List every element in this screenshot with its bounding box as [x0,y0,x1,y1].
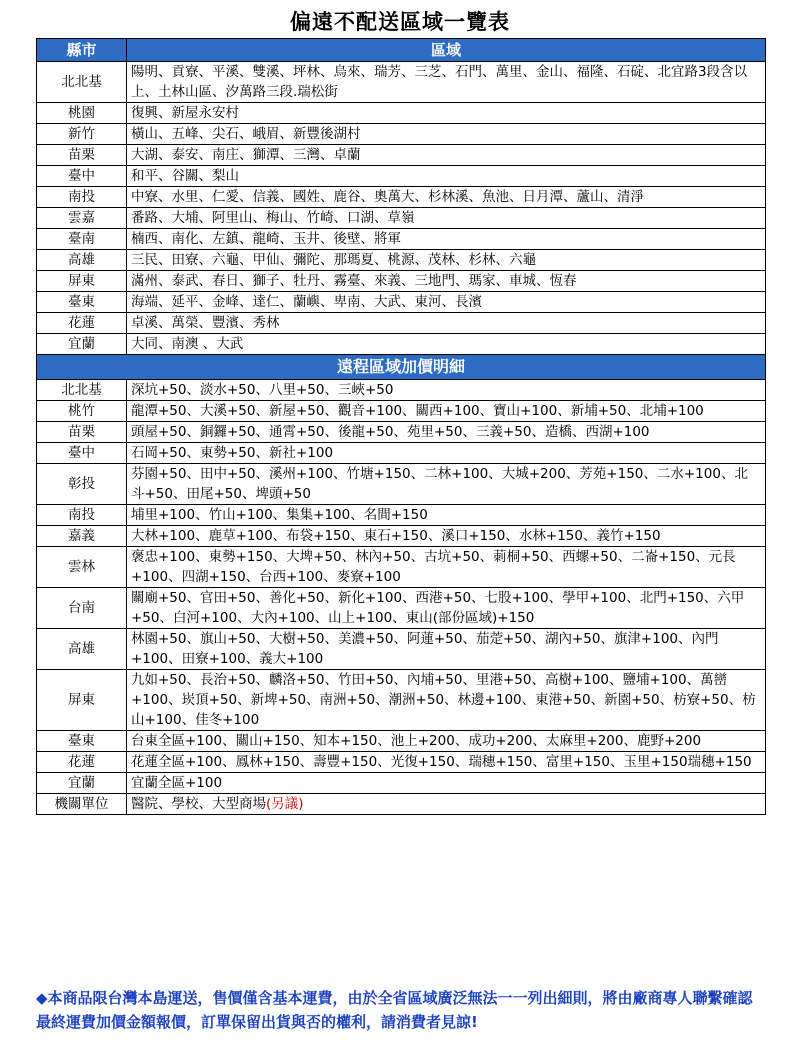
area-cell: 宜蘭全區+100 [127,773,766,794]
page-title: 偏遠不配送區域一覽表 [290,10,510,34]
institution-areas: 醫院、學校、大型商場 [131,796,266,812]
county-cell: 苗栗 [37,422,127,443]
county-cell: 機關單位 [37,794,127,815]
table-row [37,380,766,401]
table-row [37,124,766,145]
area-cell: 花蓮全區+100、鳳林+150、壽豐+150、光復+150、瑞穗+150、富里+150、玉里+150瑞穗+150 [127,752,766,773]
surcharge-body [37,380,766,794]
delivery-table [36,38,766,815]
surcharge-section-title: 遠程區域加價明細 [37,355,766,380]
table-row [37,229,766,250]
table-row [37,271,766,292]
county-cell: 桃竹 [37,401,127,422]
county-cell: 臺東 [37,731,127,752]
table-row [37,292,766,313]
table-row [37,752,766,773]
county-cell: 雲林 [37,547,127,588]
county-cell: 臺東 [37,292,127,313]
county-cell: 台南 [37,588,127,629]
table-row [37,166,766,187]
area-cell: 復興、新屋永安村 [127,103,766,124]
table-row [37,62,766,103]
county-cell: 北北基 [37,62,127,103]
table-row [37,731,766,752]
table-header-row [37,39,766,62]
area-cell: 大湖、泰安、南庄、獅潭、三灣、卓蘭 [127,145,766,166]
county-cell: 嘉義 [37,526,127,547]
table-row [37,401,766,422]
county-cell: 南投 [37,505,127,526]
table-row [37,187,766,208]
county-cell: 彰投 [37,464,127,505]
area-cell: 埔里+100、竹山+100、集集+100、名間+150 [127,505,766,526]
area-cell: 橫山、五峰、尖石、峨眉、新豐後湖村 [127,124,766,145]
area-cell: 台東全區+100、關山+150、知本+150、池上+200、成功+200、太麻里+200、鹿野+200 [127,731,766,752]
county-cell: 高雄 [37,629,127,670]
county-cell: 宜蘭 [37,773,127,794]
table-row [37,464,766,505]
county-cell: 南投 [37,187,127,208]
table-row [37,250,766,271]
table-row [37,103,766,124]
area-cell: 和平、谷關、梨山 [127,166,766,187]
area-header: 區域 [127,39,766,62]
area-cell: 三民、田寮、六龜、甲仙、彌陀、那瑪夏、桃源、茂林、杉林、六龜 [127,250,766,271]
area-cell: 關廟+50、官田+50、善化+50、新化+100、西港+50、七股+100、學甲+100、北門+150、六甲+50、白河+100、大內+100、山上+100、東山(部份區域)+150 [127,588,766,629]
county-cell: 臺中 [37,443,127,464]
table-row [37,208,766,229]
table-row [37,145,766,166]
table-row [37,547,766,588]
area-cell: 龍潭+50、大溪+50、新屋+50、觀音+100、關西+100、寶山+100、新埔+50、北埔+100 [127,401,766,422]
area-cell: 卓溪、萬榮、豐濱、秀林 [127,313,766,334]
negotiable-note: (另議) [266,796,304,812]
county-cell: 臺南 [37,229,127,250]
area-cell: 大林+100、鹿草+100、布袋+150、東石+150、溪口+150、水林+150、義竹+150 [127,526,766,547]
area-cell: 楠西、南化、左鎮、龍崎、玉井、後壁、將軍 [127,229,766,250]
table-row [37,670,766,731]
county-cell: 新竹 [37,124,127,145]
no-delivery-body [37,62,766,355]
county-cell: 宜蘭 [37,334,127,355]
area-cell: 褒忠+100、東勢+150、大埤+50、林內+50、古坑+50、莿桐+50、西螺+50、二崙+150、元長+100、四湖+150、台西+100、麥寮+100 [127,547,766,588]
area-cell: 石岡+50、東勢+50、新社+100 [127,443,766,464]
table-row [37,588,766,629]
area-cell: 大同、南澳 、大武 [127,334,766,355]
county-cell: 北北基 [37,380,127,401]
county-cell: 雲嘉 [37,208,127,229]
county-cell: 桃園 [37,103,127,124]
county-cell: 花蓮 [37,752,127,773]
table-row [37,334,766,355]
table-row [37,505,766,526]
county-cell: 高雄 [37,250,127,271]
area-cell: 滿州、泰武、春日、獅子、牡丹、霧臺、來義、三地門、瑪家、車城、恆春 [127,271,766,292]
county-cell: 屏東 [37,670,127,731]
area-cell: 頭屋+50、銅鑼+50、通霄+50、後龍+50、苑里+50、三義+50、造橋、西湖+100 [127,422,766,443]
county-header: 縣市 [37,39,127,62]
footnote: ◆本商品限台灣本島運送，售價僅含基本運費，由於全省區域廣泛無法一一列出細則，將由廠商專人聯繫確認最終運費加價金額報價，訂單保留出貨與否的權利，請消費者見諒! [36,989,753,1031]
table-row [37,526,766,547]
area-cell: 陽明、貢寮、平溪、雙溪、坪林、烏來、瑞芳、三芝、石門、萬里、金山、福隆、石碇、北宜路3段含以上、土林山區、汐萬路三段.瑞松街 [127,62,766,103]
county-cell: 臺中 [37,166,127,187]
county-cell: 苗栗 [37,145,127,166]
area-cell: 海端、延平、金峰、達仁、蘭嶼、卑南、大武、東河、長濱 [127,292,766,313]
area-cell: 中寮、水里、仁愛、信義、國姓、鹿谷、奧萬大、杉林溪、魚池、日月潭、蘆山、清淨 [127,187,766,208]
table-row [37,443,766,464]
area-cell [127,794,766,815]
table-row [37,313,766,334]
area-cell: 九如+50、長治+50、麟洛+50、竹田+50、內埔+50、里港+50、高樹+100、鹽埔+100、萬巒+100、崁頂+50、新埤+50、南洲+50、潮洲+50、林邊+100、東港+50、新園+50、枋寮+50、枋山+100、佳冬+100 [127,670,766,731]
area-cell: 番路、大埔、阿里山、梅山、竹崎、口湖、草嶺 [127,208,766,229]
institution-row [37,794,766,815]
area-cell: 深坑+50、淡水+50、八里+50、三峽+50 [127,380,766,401]
county-cell: 花蓮 [37,313,127,334]
area-cell: 林園+50、旗山+50、大樹+50、美濃+50、阿蓮+50、茄萣+50、湖內+50、旗津+100、內門+100、田寮+100、義大+100 [127,629,766,670]
county-cell: 屏東 [37,271,127,292]
table-row [37,629,766,670]
area-cell: 芬園+50、田中+50、溪州+100、竹塘+150、二林+100、大城+200、芳苑+150、二水+100、北斗+50、田尾+50、埤頭+50 [127,464,766,505]
surcharge-header-row [37,355,766,380]
table-row [37,422,766,443]
table-row [37,773,766,794]
